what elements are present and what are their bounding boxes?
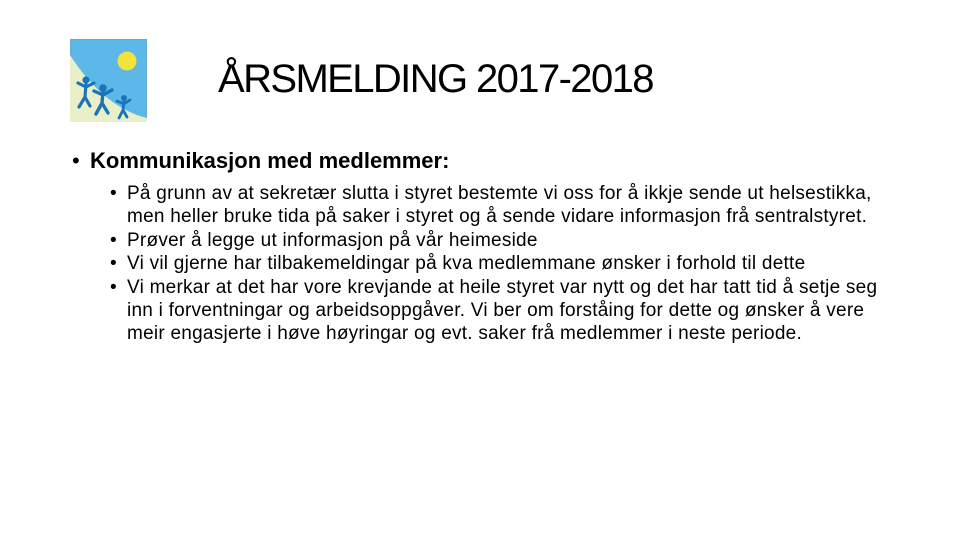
slide-title: ÅRSMELDING 2017-2018 <box>218 57 653 101</box>
bullet-icon: • <box>110 253 117 275</box>
list-item-text: Prøver å legge ut informasjon på vår heimeside <box>127 229 538 251</box>
list-item <box>72 182 902 229</box>
list-item-text: Vi vil gjerne har tilbakemeldingar på kva medlemmane ønsker i forhold til dette <box>127 253 806 275</box>
bullet-icon: • <box>110 183 117 204</box>
list-item <box>72 252 902 275</box>
list-item-text: På grunn av at sekretær slutta i styret bestemte vi oss for å ikkje sende ut helsestikka, men heller bruke tida på saker i styret og å sende vidare informasjon frå sentralstyret. <box>127 183 872 228</box>
heading-bullet <box>72 146 902 176</box>
list-item <box>72 276 902 346</box>
bullet-icon: • <box>72 148 80 173</box>
bullet-list <box>72 182 902 346</box>
bullet-icon: • <box>110 276 117 298</box>
bullet-icon: • <box>110 229 117 251</box>
list-item <box>72 229 902 252</box>
family-logo-icon <box>70 39 147 122</box>
section-heading: Kommunikasjon med medlemmer: <box>90 148 450 173</box>
slide-content <box>72 146 902 346</box>
list-item-text: Vi merkar at det har vore krevjande at heile styret var nytt og det har tatt tid å setje seg inn i forventningar og arbeidsoppgåver. Vi ber om forståing for dette og ønsker å vere meir engasjerte i høve høyringar og evt. saker frå medlemmer i neste periode. <box>127 276 878 345</box>
